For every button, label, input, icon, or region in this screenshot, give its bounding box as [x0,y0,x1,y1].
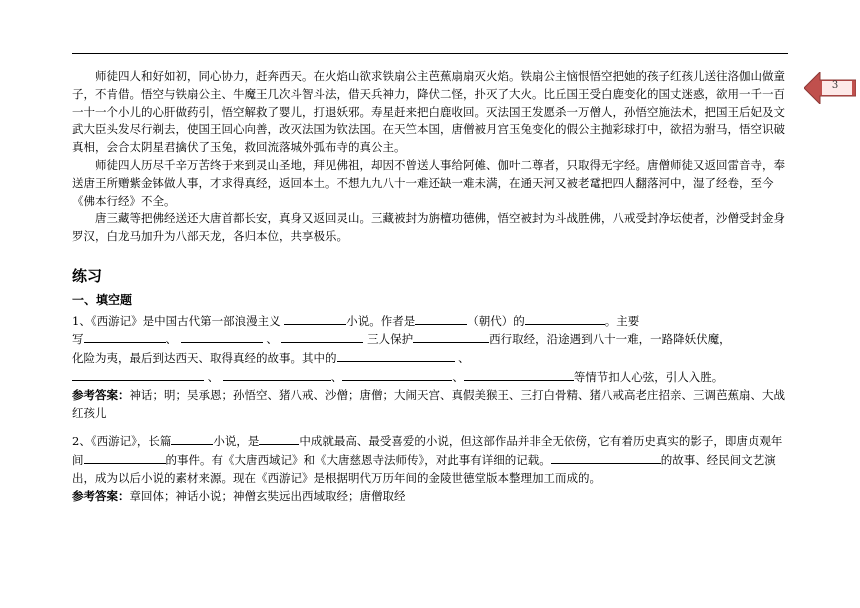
story-paragraph-3: 唐三藏等把佛经送还大唐首都长安，真身又返回灵山。三藏被封为旃檀功德佛，悟空被封为斗战胜佛，八戒受封净坛使者，沙僧受封金身罗汉，白龙马加升为八部天龙，各归本位，共享极乐。 [72,211,785,244]
answer-blank[interactable] [181,330,263,343]
q1-text: （朝代）的 [467,313,525,328]
q1-text: 三人保护 [367,332,414,347]
answer-blank[interactable] [415,312,467,325]
answer-2 [72,488,788,506]
q2-text: 2、《西游记》，长篇 [72,434,172,449]
q1-text: 写 [72,332,84,347]
document-body [72,68,788,506]
q1-text: 西行取经，沿途遇到八十一难，一路降妖伏魔， [489,332,731,347]
story-paragraph-1: 师徒四人和好如初，同心协力，赶奔西天。在火焰山欲求铁扇公主芭蕉扇扇灭火焰。铁扇公主恼恨悟空把她的孩子红孩儿送往洛伽山做童子，不肯借。悟空与铁扇公主、牛魔王几次斗智斗法，借天兵神力，降伏二怪，扑灭了大火。比丘国王受白鹿变化的国丈迷惑，欲用一千一百一十一个小儿的心肝做药引，悟空解救了婴儿，打退妖邪。寿星赶来把白鹿收回。灭法国王发愿杀一万僧人，孙悟空施法术，把国王后妃及文武大臣头发尽行剃去，使国王回心向善，改灭法国为钦法国。在天竺本国，唐僧被月宫玉兔变化的假公主抛彩球打中，欲招为驸马，悟空识破真相，会合太阴星君擒伏了玉兔，救回流落城外弧布寺的真公主。 [72,69,785,155]
answer-blank[interactable] [284,312,346,325]
answer-blank[interactable] [337,349,455,362]
answer-blank[interactable] [72,368,204,381]
q1-text: 小说。作者是 [346,313,416,328]
q1-text: 、 [266,332,278,347]
answer-blank[interactable] [413,330,489,343]
answer-label: 参考答案： [72,488,130,503]
answer-blank[interactable] [84,451,166,464]
answer-text: 章回体；神话小说；神僧玄奘远出西域取经；唐僧取经 [129,488,406,503]
answer-blank[interactable] [171,432,213,445]
page-number: 3 [831,80,839,91]
answer-blank[interactable] [464,368,574,381]
answer-blank[interactable] [525,312,605,325]
header-rule [72,53,788,54]
q1-text: 、 [458,351,470,366]
q1-text: 。主要 [604,313,640,328]
exercise-heading: 练习 [72,266,103,285]
q2-text: 小说，是 [213,434,260,449]
answer-1 [72,387,788,423]
q1-text: 化险为夷，最后到达西天、取得真经的故事。其中的 [72,351,337,366]
question-1 [72,312,788,387]
q2-text: 中成就最高、最受喜爱的小说，但这部作品并非全无依傍，它有着历史真实的影子，即唐贞观年间 [72,434,783,468]
q1-text: 、 [207,369,220,384]
question-2 [72,432,788,487]
q1-text: 、 [452,369,464,384]
q1-text: 、 [165,332,177,347]
story-paragraph-2: 师徒四人历尽千辛万苦终于来到灵山圣地，拜见佛祖，却因不曾送人事给阿傩、伽叶二尊者，只取得无字经。唐僧师徒又返回雷音寺，奉送唐王所赠紫金钵做人事，才求得真经，返回本土。不想九九八十一难还缺一难未满，在通天河又被老鼋把四人翻落河中，湿了经卷，至今《佛本行经》不全。 [72,157,785,208]
q1-text: 等情节扣人心弦，引人入胜。 [573,369,724,384]
answer-blank[interactable] [259,432,299,445]
q2-text: 的事件。有《大唐西域记》和《大唐慈恩寺法师传》，对此事有详细的记载。 [165,453,551,468]
answer-blank[interactable] [84,330,166,343]
q2-text: 的故事、经民间文艺演出，成为以后小说的素材来源。现在《西游记》是根据明代万历年间的金陵世德堂版本整理加工而成的。 [72,453,776,485]
answer-label: 参考答案： [72,387,130,402]
answer-blank[interactable] [551,451,661,464]
answer-blank[interactable] [223,368,331,381]
q1-text: 、 [330,369,343,384]
answer-blank[interactable] [342,368,452,381]
answer-blank[interactable] [281,330,363,343]
answer-text: 神话；明；吴承恩；孙悟空、猪八戒、沙僧；唐僧；大闹天宫、真假美猴王、三打白骨精、猪八戒高老庄招亲、三调芭蕉扇、大战红孩儿 [72,387,785,420]
q1-text: 1、《西游记》是中国古代第一部浪漫主义 [72,313,281,328]
section-title: 一、填空题 [72,292,133,307]
